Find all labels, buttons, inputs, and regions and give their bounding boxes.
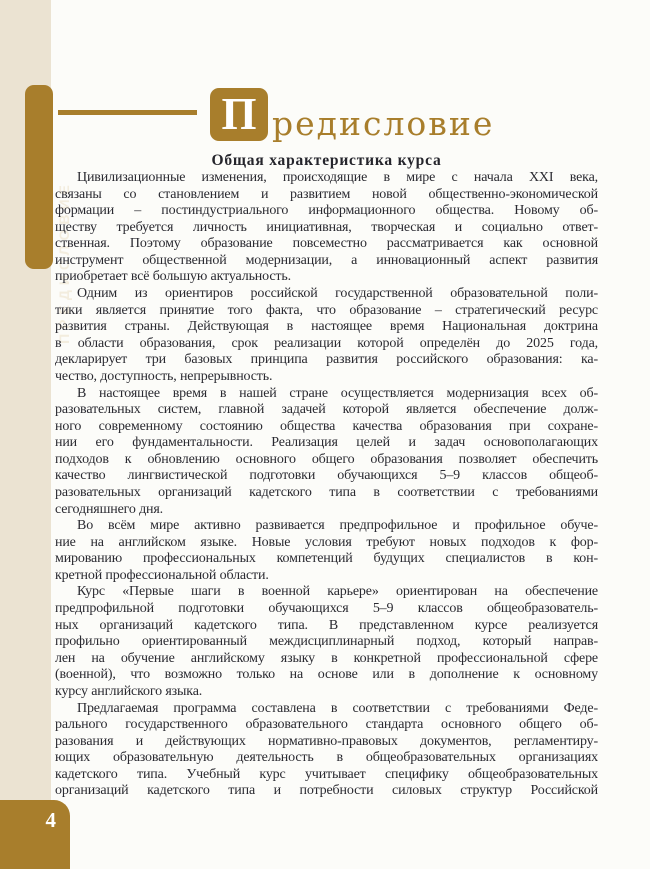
text-line: развития страны. Действующая в настоящее время Национальная доктрина [55,319,598,335]
text-line: лен на обучение английскому языку в конкретной профессиональной сфере [55,650,598,666]
text-line: связаны со становлением и развитием новой общественно-экономической [55,186,598,202]
chapter-tab-label: ПРЕДИСЛОВИЕ [56,180,72,344]
page-title: редисловие [272,104,495,143]
paragraph [55,386,598,519]
text-line: (военной), что возможно только на основе или в дополнение к основному [55,667,598,683]
text-line: Одним из ориентиров российской государственной образовательной поли- [77,286,598,302]
paragraph [55,518,598,584]
paragraph [55,286,598,385]
text-line: Предлагаемая программа составлена в соответствии с требованиями Феде- [77,700,598,716]
text-line: ществу требуется личность инициативная, творческая и социально ответ- [55,219,598,235]
text-line: предпрофильной подготовки обучающихся 5–9 классов общеобразователь- [55,601,598,617]
title-rule [58,110,197,115]
text-line: В настоящее время в нашей стране осуществляется модернизация всех об- [77,385,598,401]
text-line: ющих образовательную деятельность в общеобразовательных организациях [55,750,598,766]
text-line: чество, доступность, непрерывность. [55,368,273,384]
text-line: ного современному состоянию общества качества образования при сохране- [55,418,598,434]
page-number-box [0,800,70,869]
dropcap-letter: П [221,89,257,139]
text-line: кадетского типа. Учебный курс учитывает специфику общеобразовательных [55,766,598,782]
text-line: приобретает всё большую актуальность. [55,269,291,285]
paragraph [55,701,598,800]
text-line: разования и действующих нормативно-правовых документов, регламентиру- [55,733,598,749]
chapter-tab [25,85,72,344]
text-line: Цивилизационные изменения, происходящие в мире с начала XXI века, [77,170,598,185]
text-line: подходов к обновлению основного общего образования позволяет обеспечить [55,451,598,467]
text-line: сегодняшнего дня. [55,501,164,517]
text-line: разовательных организаций кадетского типа в соответствии с требованиями [55,484,598,500]
text-line: декларирует три базовых принципа развития российского образования: ка- [55,352,598,368]
text-line: разовательных систем, главной задачей которой является обеспечение долж- [55,402,598,418]
text-line: ных организаций кадетского типа. В представленном курсе реализуется [55,617,598,633]
section-subtitle: Общая характеристика курса [211,152,442,169]
text-line: мированию профессиональных компетенций будущих специалистов в кон- [55,551,598,567]
text-line: тики является принятие того факта, что образование – стратегический ресурс [55,302,598,318]
text-line: организаций кадетского типа и потребности силовых структур Российской [55,783,598,799]
body-text [55,170,598,800]
text-line: Во всём мире активно развивается предпрофильное и профильное обуче- [77,518,598,534]
text-line: в области образования, срок реализации которой определён до 2025 года, [55,335,598,351]
paragraph [55,584,598,700]
text-line: ственная. Поэтому образование повсеместно рассматривается как основной [55,236,598,252]
text-line: курсу английского языка. [55,683,203,699]
text-line: рального государственного образовательного стандарта основного общего об- [55,717,598,733]
text-line: формации – постиндустриального информационного общества. Новому об- [55,203,598,219]
text-line: ние на английском языке. Новые условия требуют новых подходов к фор- [55,534,598,550]
text-line: Курс «Первые шаги в военной карьере» ориентирован на обеспечение [77,584,598,600]
page-number: 4 [45,808,56,832]
text-line: качество лингвистической подготовки обучающихся 5–9 классов общеоб- [55,468,598,484]
paragraph [55,170,598,286]
text-line: профильно ориентированный междисциплинарный подход, который направ- [55,634,598,650]
dropcap-box [210,88,268,141]
text-line: нии его фундаментальности. Реализация целей и задач основополагающих [55,435,598,451]
text-line: кретной профессиональной области. [55,567,269,583]
text-line: инструмент общественной модернизации, а инновационный аспект развития [55,252,598,268]
